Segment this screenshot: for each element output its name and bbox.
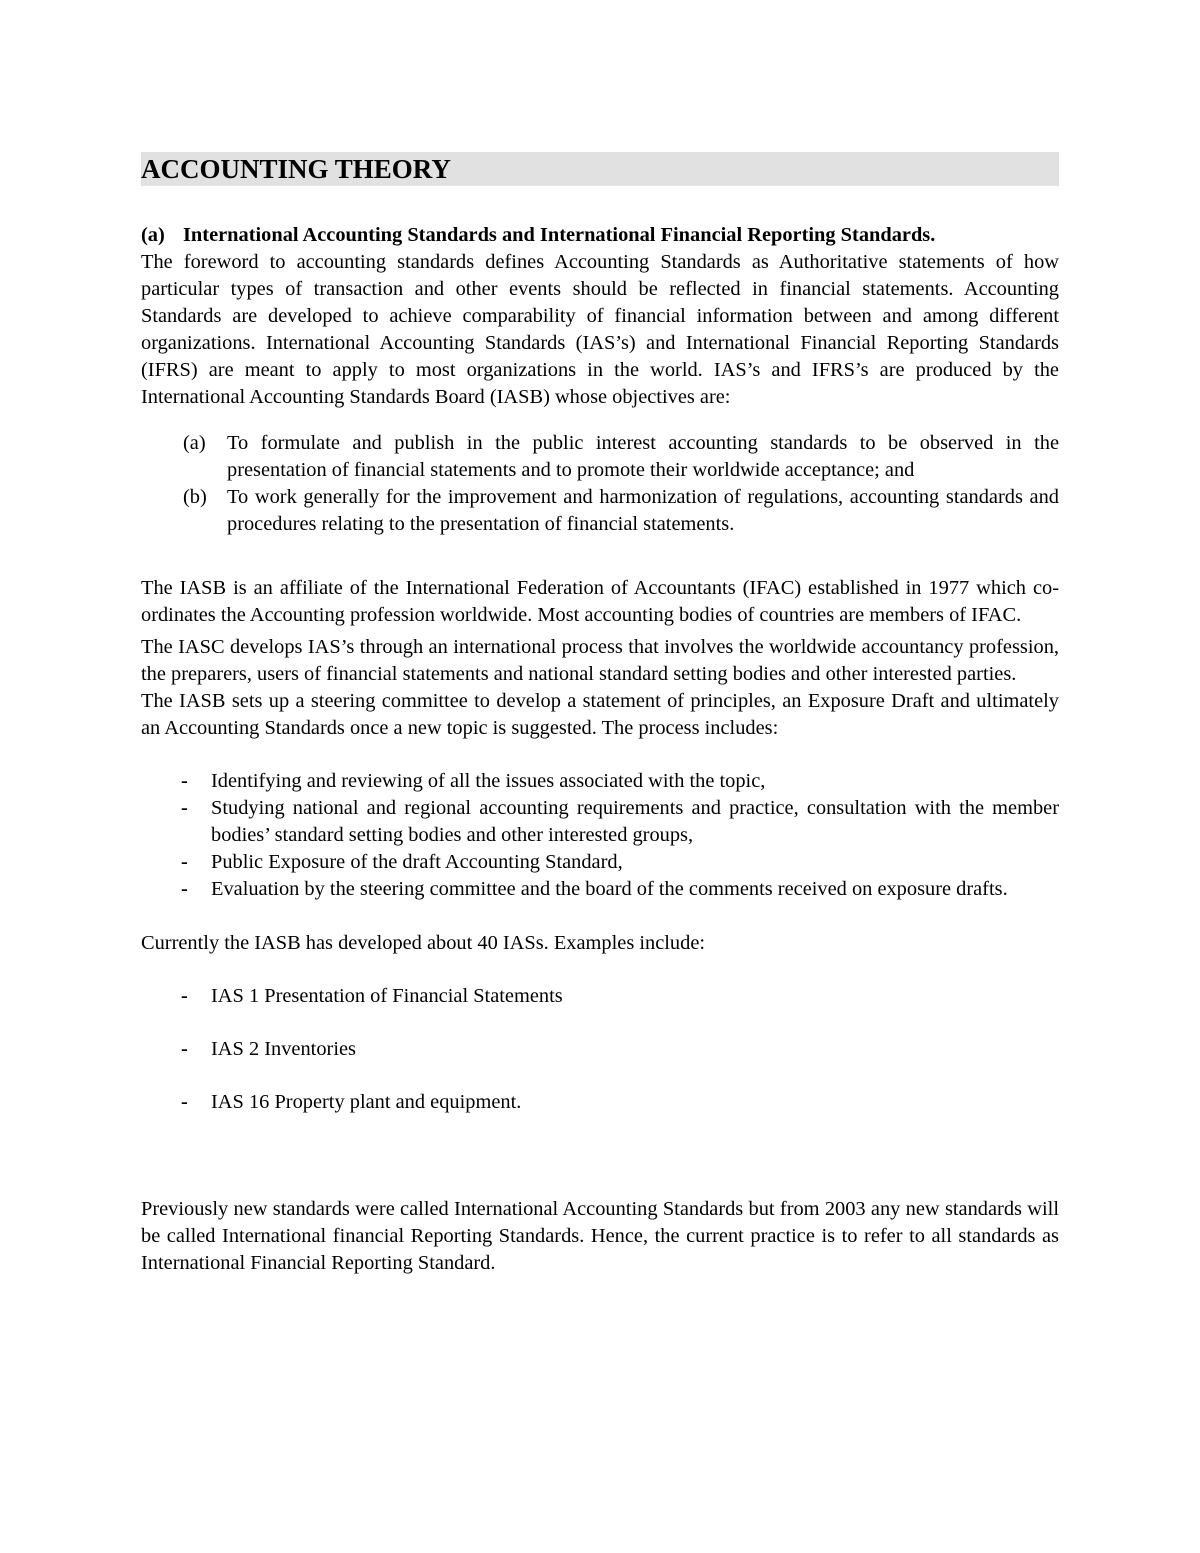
process-list bbox=[141, 768, 1059, 903]
dash-bullet: - bbox=[181, 1038, 188, 1060]
dash-bullet: - bbox=[181, 878, 188, 900]
list-item bbox=[141, 849, 1059, 876]
currently-paragraph: Currently the IASB has developed about 40 IASs. Examples include: bbox=[141, 932, 706, 954]
list-item-text: IAS 2 Inventories bbox=[211, 1038, 356, 1060]
section-heading bbox=[141, 222, 1059, 249]
section-heading-text: International Accounting Standards and International Financial Reporting Standards. bbox=[183, 224, 936, 246]
list-item-text: Public Exposure of the draft Accounting Standard, bbox=[211, 851, 623, 873]
list-item bbox=[141, 795, 1059, 849]
iasc-paragraph: The IASC develops IAS’s through an international process that involves the worldwide accountancy profession, the preparers, users of financial statements and national standard setting bodies and other interested parties. bbox=[141, 636, 1059, 685]
list-item bbox=[141, 430, 1059, 484]
dash-bullet: - bbox=[181, 770, 188, 792]
document-title: ACCOUNTING THEORY bbox=[141, 154, 451, 184]
list-item bbox=[141, 768, 1059, 795]
list-item-label: (a) bbox=[183, 432, 206, 454]
list-item bbox=[141, 1089, 1059, 1116]
list-item-text: Evaluation by the steering committee and the board of the comments received on exposure drafts. bbox=[211, 878, 1008, 900]
list-item-text: Studying national and regional accounting requirements and practice, consultation with the member bodies’ standard setting bodies and other interested groups, bbox=[211, 797, 1059, 846]
list-item-text: IAS 1 Presentation of Financial Statements bbox=[211, 985, 563, 1007]
list-item-text: To formulate and publish in the public interest accounting standards to be observed in the presentation of financial statements and to promote their worldwide acceptance; and bbox=[227, 432, 1059, 481]
list-item bbox=[141, 484, 1059, 538]
objectives-list bbox=[141, 430, 1059, 538]
list-item bbox=[141, 983, 1059, 1010]
previously-paragraph: Previously new standards were called International Accounting Standards but from 2003 any new standards will be called International financial Reporting Standards. Hence, the current practice is to refer to all standards as International Financial Reporting Standard. bbox=[141, 1198, 1059, 1274]
list-spacer bbox=[141, 1010, 1059, 1036]
list-item-label: (b) bbox=[183, 486, 207, 508]
dash-bullet: - bbox=[181, 1091, 188, 1113]
dash-bullet: - bbox=[181, 985, 188, 1007]
title-bar bbox=[141, 152, 1059, 186]
steering-paragraph: The IASB sets up a steering committee to develop a statement of principles, an Exposure Draft and ultimately an Accounting Standards once a new topic is suggested. The process includes: bbox=[141, 690, 1059, 739]
dash-bullet: - bbox=[181, 797, 188, 819]
list-item bbox=[141, 1036, 1059, 1063]
intro-paragraph: The foreword to accounting standards defines Accounting Standards as Authoritative statements of how particular types of transaction and other events should be reflected in financial statements. Accounting Standards are developed to achieve comparability of financial information between and among different organizations. International Accounting Standards (IAS’s) and International Financial Reporting Standards (IFRS) are meant to apply to most organizations in the world. IAS’s and IFRS’s are produced by the International Accounting Standards Board (IASB) whose objectives are: bbox=[141, 251, 1059, 408]
list-item-text: Identifying and reviewing of all the issues associated with the topic, bbox=[211, 770, 766, 792]
list-item-text: IAS 16 Property plant and equipment. bbox=[211, 1091, 522, 1113]
list-item-text: To work generally for the improvement and harmonization of regulations, accounting standards and procedures relating to the presentation of financial statements. bbox=[227, 486, 1059, 535]
iasb-paragraph: The IASB is an affiliate of the International Federation of Accountants (IFAC) established in 1977 which co-ordinates the Accounting profession worldwide. Most accounting bodies of countries are members of IFAC. bbox=[141, 577, 1059, 626]
list-spacer bbox=[141, 1063, 1059, 1089]
list-item bbox=[141, 876, 1059, 903]
dash-bullet: - bbox=[181, 851, 188, 873]
document-page bbox=[141, 152, 1059, 1277]
section-marker: (a) bbox=[141, 224, 165, 246]
examples-list bbox=[141, 983, 1059, 1116]
